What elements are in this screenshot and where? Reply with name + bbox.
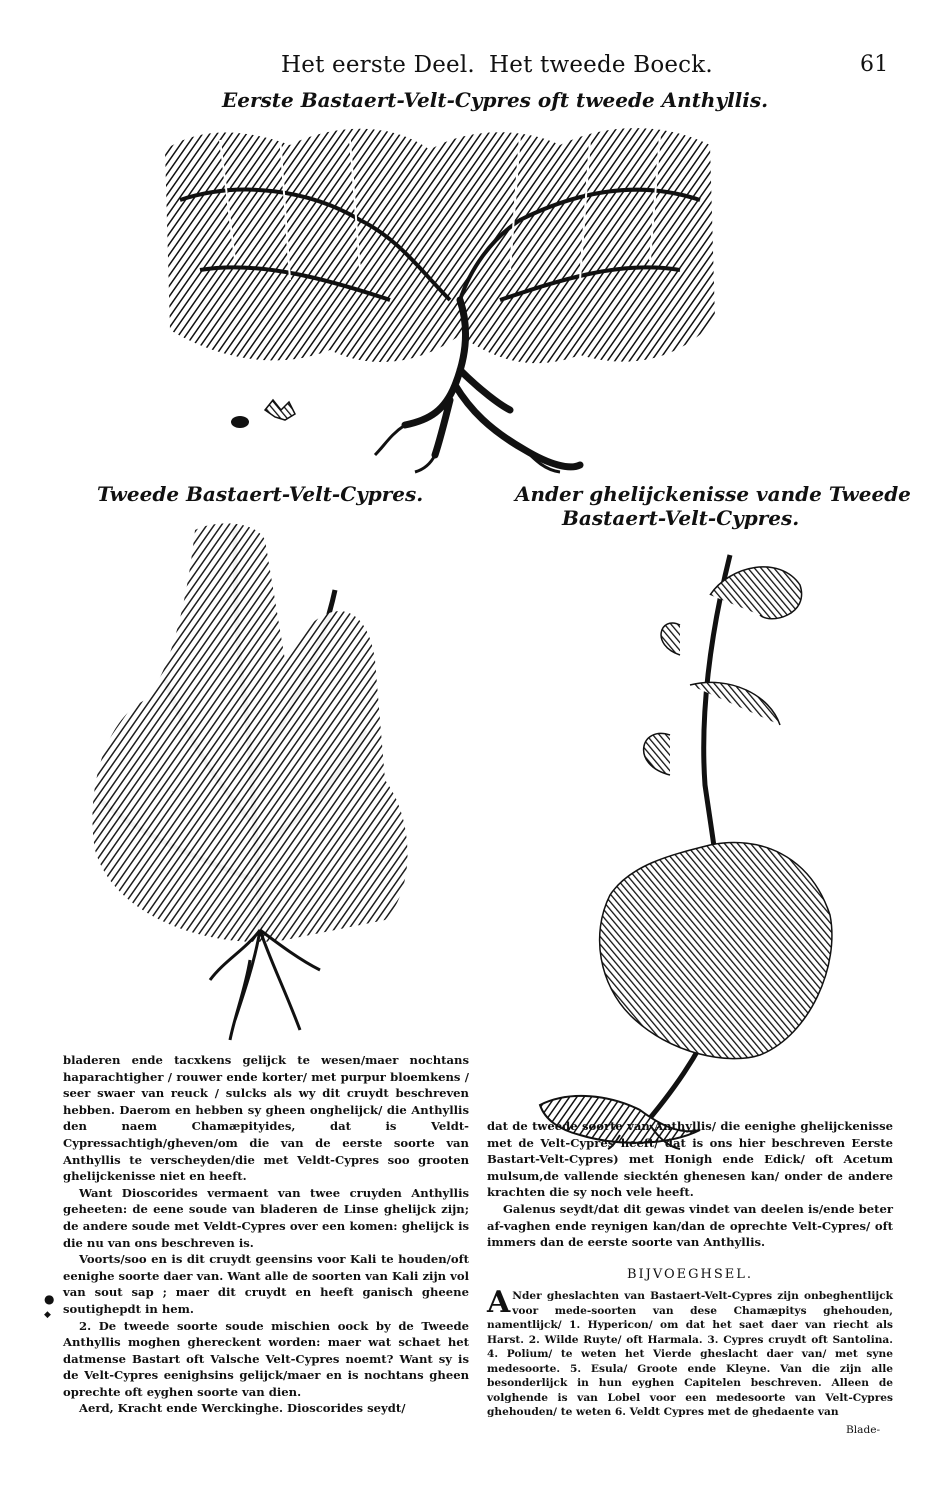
margin-bullet-mark-small: ◆ xyxy=(44,1310,51,1320)
left-paragraph-2: Want Dioscorides vermaent van twee cruyden Anthyllis geheeten: de eene soude van bladeren de Linse ghelijck zijn; de andere soude met Veldt-Cypres over een komen: ghelijck is die nu van ons beschreven is. xyxy=(63,1185,469,1250)
running-header-book: Het tweede Boeck. xyxy=(489,52,713,78)
left-paragraph-5: Aerd, Kracht ende Werckinghe. Dioscorides seydt/ xyxy=(79,1401,406,1416)
caption-middle-left: Tweede Bastaert-Velt-Cypres. xyxy=(97,482,424,506)
left-text-column xyxy=(63,1052,469,1417)
page-number: 61 xyxy=(860,52,889,77)
catchword: Blade- xyxy=(846,1424,881,1436)
right-paragraph-1: dat de tweede soorte van Anthyllis/ die eenighe ghelijckenisse met de Velt-Cypres heeft/ dat is ons hier beschreven Eerste Bastart-Velt-Cypres) met Honigh ende Edick/ oft Acetum mulsum,de vallende siecktén ghenesen kan/ onder de andere krachten die sy noch vele heeft. xyxy=(487,1119,893,1200)
running-header-part: Het eerste Deel. xyxy=(281,52,475,78)
addendum-paragraph xyxy=(487,1285,893,1420)
woodcut-right-plant-illustration xyxy=(530,535,860,1150)
left-paragraph-4: 2. De tweede soorte soude mischien oock by de Tweede Anthyllis moghen ghereckent worden: maer wat schaet het datmense Bastart oft Valsche Velt-Cypres noemt? Want sy is de Velt-Cypres eenighsins gelijck/maer en is nochtans gheen oprechte oft eyghen soorte van dien. xyxy=(63,1318,469,1399)
woodcut-top-plant-illustration xyxy=(160,120,720,480)
caption-middle-right-line2: Bastaert-Velt-Cypres. xyxy=(562,506,800,530)
caption-middle-right-line1: Ander ghelijckenisse vande Tweede xyxy=(515,482,911,506)
left-paragraph-1: bladeren ende tacxkens gelijck te wesen/maer nochtans haparachtigher / rouwer ende korter/ met purpur bloemkens / seer swaer van reuck / sulcks als wy dit cruydt beschreven hebben. Daerom en hebben sy gheen onghelijck/ die Anthyllis den naem Chamæpityides, dat is Veldt-Cypressachtigh/gheven/om die van de eerste soorte van Anthyllis te verscheyden/die met Veldt-Cypres soo grooten ghelijckenisse niet en heeft. xyxy=(63,1053,469,1184)
dropcap-letter: A xyxy=(487,1285,511,1320)
right-paragraph-2: Galenus seydt/dat dit gewas vindet van deelen is/ende beter af-vaghen ende reynigen kan/dan de oprechte Velt-Cypres/ oft immers dan de eerste soorte van Anthyllis. xyxy=(487,1201,893,1250)
margin-bullet-mark: ● xyxy=(44,1292,55,1306)
section-title-bijvoeghsel: BIJVOEGHSEL. xyxy=(626,1267,754,1282)
caption-top: Eerste Bastaert-Velt-Cypres oft tweede Anthyllis. xyxy=(222,88,769,112)
addendum-text: Nder gheslachten van Bastaert-Velt-Cypres zijn onbeghentlijck voor mede-soorten van dese Chamæpitys ghehouden, namentlijck/ 1. Hypericon/ om dat het saet daer van riecht als Harst. 2. Wilde Ruyte/ oft Harmala. 3. Cypres cruydt oft Santolina. 4. Polium/ te weten het Vierde gheslacht daer van/ met syne medesoorte. 5. Esula/ Groote ende Kleyne. Van die zijn alle besonderlijck in hun eyghen Capitelen beschreven. Alleen de volghende is van Lobel voor een medesoorte van Velt-Cypres ghehouden/ te weten 6. Veldt Cypres met de ghedaente van xyxy=(487,1290,893,1418)
woodcut-left-plant-illustration xyxy=(85,520,435,1045)
right-text-column xyxy=(487,1118,893,1251)
left-paragraph-3: Voorts/soo en is dit cruydt geensins voor Kali te houden/oft eenighe soorte daer van. Want alle de soorten van Kali zijn vol van sout sap ; maer dit cruydt en heeft ganisch gheene soutighepdt in hem. xyxy=(63,1252,469,1316)
